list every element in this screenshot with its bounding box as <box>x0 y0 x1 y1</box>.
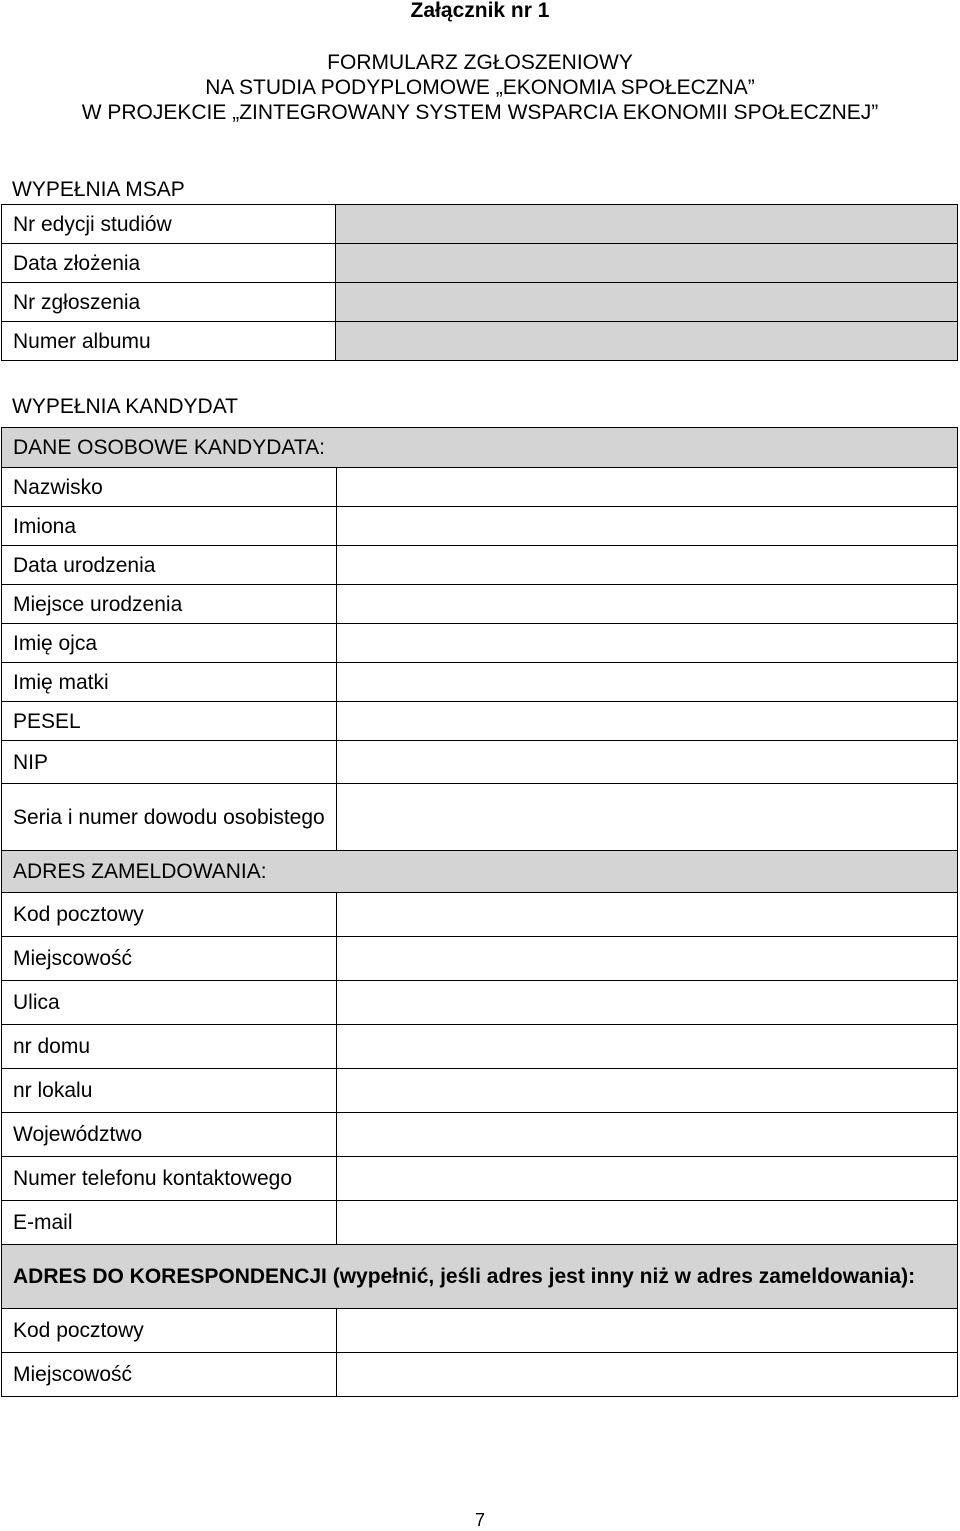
field-label: Nr zgłoszenia <box>2 283 336 322</box>
field-input[interactable] <box>337 624 958 663</box>
field-input[interactable] <box>337 741 958 784</box>
form-row <box>2 741 958 784</box>
title-line-1: FORMULARZ ZGŁOSZENIOWY <box>327 51 633 74</box>
field-input[interactable] <box>337 937 958 981</box>
form-row <box>2 468 958 507</box>
field-label: Data złożenia <box>2 244 336 283</box>
field-input[interactable] <box>337 1309 958 1353</box>
field-label: Nazwisko <box>2 468 337 507</box>
field-input[interactable] <box>337 468 958 507</box>
form-row <box>2 1309 958 1353</box>
field-input[interactable] <box>337 1201 958 1245</box>
form-row <box>2 585 958 624</box>
form-row <box>2 1157 958 1201</box>
field-label: E-mail <box>2 1201 337 1245</box>
title-line-3: W PROJEKCIE „ZINTEGROWANY SYSTEM WSPARCIA EKONOMII SPOŁECZNEJ” <box>81 101 879 124</box>
form-title <box>0 50 960 125</box>
form-row <box>2 893 958 937</box>
field-input[interactable] <box>337 507 958 546</box>
annex-label: Załącznik nr 1 <box>410 0 550 22</box>
field-input[interactable] <box>337 546 958 585</box>
form-row <box>2 937 958 981</box>
field-input[interactable] <box>337 1069 958 1113</box>
form-row <box>2 981 958 1025</box>
section-header: ADRES ZAMELDOWANIA: <box>2 851 958 893</box>
form-row <box>2 205 958 244</box>
field-label: Miejscowość <box>2 937 337 981</box>
field-input[interactable] <box>337 893 958 937</box>
field-input[interactable] <box>336 322 958 361</box>
field-label: Kod pocztowy <box>2 893 337 937</box>
section-header-row <box>2 851 958 893</box>
field-label: Nr edycji studiów <box>2 205 336 244</box>
section-header: ADRES DO KORESPONDENCJI (wypełnić, jeśli adres jest inny niż w adres zameldowania): <box>2 1245 958 1309</box>
field-label: Województwo <box>2 1113 337 1157</box>
form-row <box>2 1201 958 1245</box>
field-label: Seria i numer dowodu osobistego <box>2 784 337 851</box>
form-row <box>2 1025 958 1069</box>
section-header-row <box>2 1245 958 1309</box>
form-row <box>2 283 958 322</box>
field-label: Miejscowość <box>2 1353 337 1397</box>
form-row <box>2 624 958 663</box>
field-label: Numer telefonu kontaktowego <box>2 1157 337 1201</box>
form-row <box>2 784 958 851</box>
field-label: Ulica <box>2 981 337 1025</box>
section-header: DANE OSOBOWE KANDYDATA: <box>2 428 958 468</box>
field-label: Numer albumu <box>2 322 336 361</box>
candidate-heading: WYPEŁNIA KANDYDAT <box>12 395 238 418</box>
field-label: PESEL <box>2 702 337 741</box>
field-label: Imię ojca <box>2 624 337 663</box>
field-label: Data urodzenia <box>2 546 337 585</box>
form-row <box>2 1113 958 1157</box>
field-label: nr domu <box>2 1025 337 1069</box>
field-label: nr lokalu <box>2 1069 337 1113</box>
form-row <box>2 322 958 361</box>
form-row <box>2 546 958 585</box>
form-row <box>2 244 958 283</box>
field-label: Imiona <box>2 507 337 546</box>
section-header-row <box>2 428 958 468</box>
title-line-2: NA STUDIA PODYPLOMOWE „EKONOMIA SPOŁECZNA” <box>205 76 755 99</box>
candidate-table <box>1 427 958 1397</box>
field-label: Kod pocztowy <box>2 1309 337 1353</box>
field-input[interactable] <box>337 702 958 741</box>
form-row <box>2 1069 958 1113</box>
field-input[interactable] <box>337 1157 958 1201</box>
field-input[interactable] <box>337 585 958 624</box>
field-input[interactable] <box>337 784 958 851</box>
field-label: Miejsce urodzenia <box>2 585 337 624</box>
field-input[interactable] <box>337 663 958 702</box>
field-label: Imię matki <box>2 663 337 702</box>
field-input[interactable] <box>336 244 958 283</box>
field-input[interactable] <box>336 283 958 322</box>
msap-table <box>1 204 958 361</box>
form-row <box>2 663 958 702</box>
field-label: NIP <box>2 741 337 784</box>
form-row <box>2 1353 958 1397</box>
field-input[interactable] <box>337 1353 958 1397</box>
form-row <box>2 702 958 741</box>
form-row <box>2 507 958 546</box>
page-number: 7 <box>474 1510 485 1530</box>
field-input[interactable] <box>337 1113 958 1157</box>
field-input[interactable] <box>337 1025 958 1069</box>
field-input[interactable] <box>337 981 958 1025</box>
field-input[interactable] <box>336 205 958 244</box>
msap-heading: WYPEŁNIA MSAP <box>12 178 185 201</box>
